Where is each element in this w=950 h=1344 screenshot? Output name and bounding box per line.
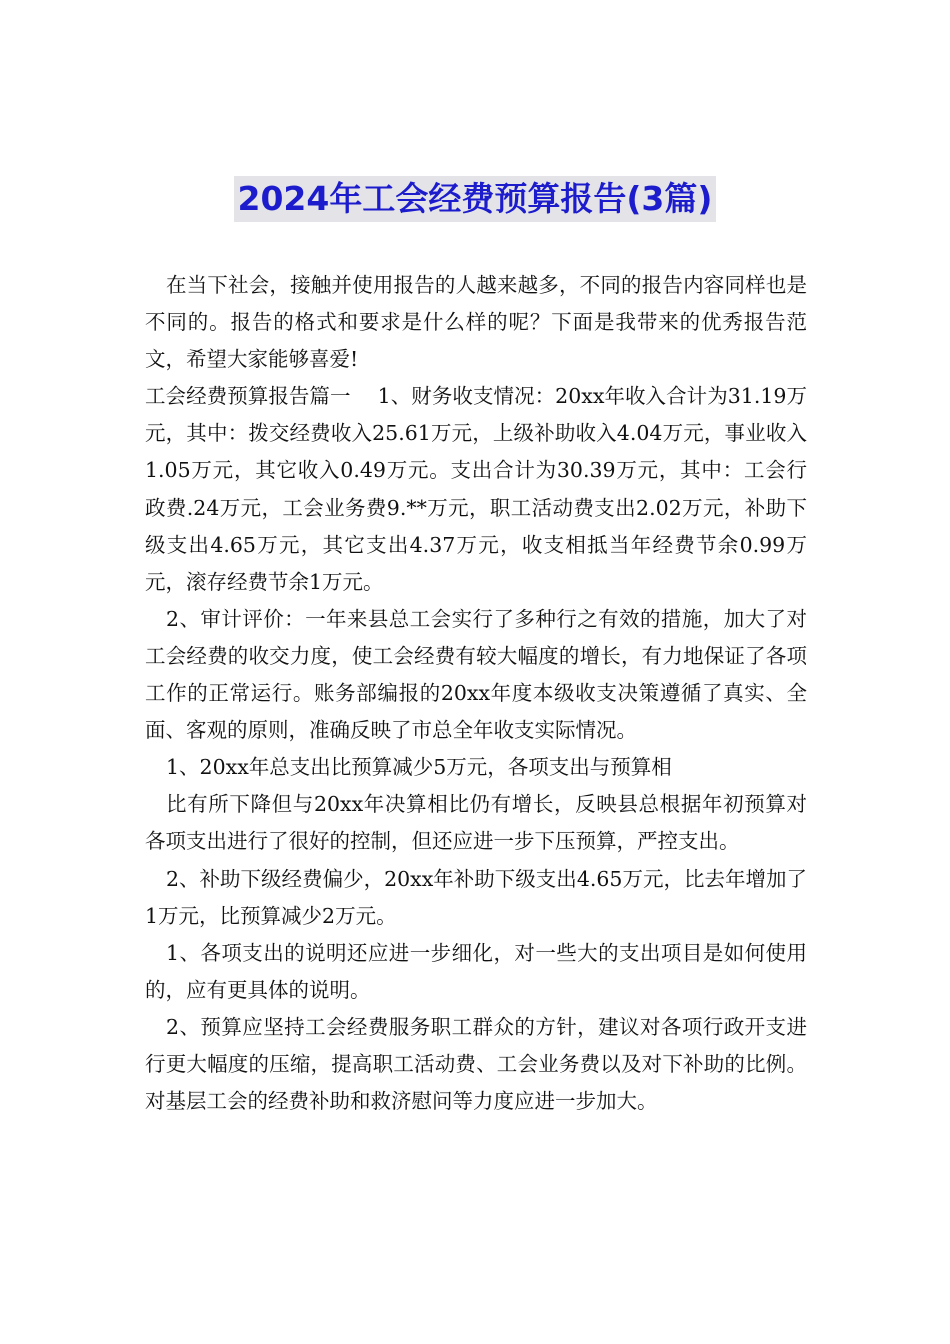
budget-reduction-paragraph: 1、20xx年总支出比预算减少5万元，各项支出与预算相 <box>166 755 672 780</box>
subsidy-paragraph: 2、补助下级经费偏少，20xx年补助下级支出4.65万元，比去年增加了1万元，比预算减少2万元。 <box>145 866 807 928</box>
intro-paragraph: 在当下社会，接触并使用报告的人越来越多，不同的报告内容同样也是不同的。报告的格式和要求是什么样的呢？下面是我带来的优秀报告范文，希望大家能够喜爱! <box>145 273 807 372</box>
financial-summary-paragraph: 工会经费预算报告篇一 1、财务收支情况：20xx年收入合计为31.19万元，其中：拨交经费收入25.61万元，上级补助收入4.04万元，事业收入1.05万元，其它收入0.49万元。支出合计为30.39万元，其中：工会行政费.24万元，工会业务费9.**万元，职工活动费支出2.02万元，补助下级支出4.65万元，其它支出4.37万元，收支相抵当年经费节余0.99万元，滚存经费节余1万元。 <box>145 384 807 594</box>
document-body <box>145 267 807 1120</box>
expense-detail-paragraph: 1、各项支出的说明还应进一步细化，对一些大的支出项目是如何使用的，应有更具体的说明。 <box>145 940 807 1002</box>
document-title: 2024年工会经费预算报告(3篇) <box>234 176 717 222</box>
budget-recommendation-paragraph: 2、预算应坚持工会经费服务职工群众的方针，建议对各项行政开支进行更大幅度的压缩，提高职工活动费、工会业务费以及对下补助的比例。对基层工会的经费补助和救济慰问等力度应进一步加大。 <box>145 1014 807 1114</box>
audit-evaluation-paragraph: 2、审计评价：一年来县总工会实行了多种行之有效的措施，加大了对工会经费的收交力度，使工会经费有较大幅度的增长，有力地保证了各项工作的正常运行。账务部编报的20xx年度本级收支决策遵循了真实、全面、客观的原则，准确反映了市总全年收支实际情况。 <box>145 606 807 743</box>
title-container <box>0 176 950 222</box>
budget-control-paragraph: 比有所下降但与20xx年决算相比仍有增长，反映县总根据年初预算对各项支出进行了很好的控制，但还应进一步下压预算，严控支出。 <box>145 792 807 854</box>
